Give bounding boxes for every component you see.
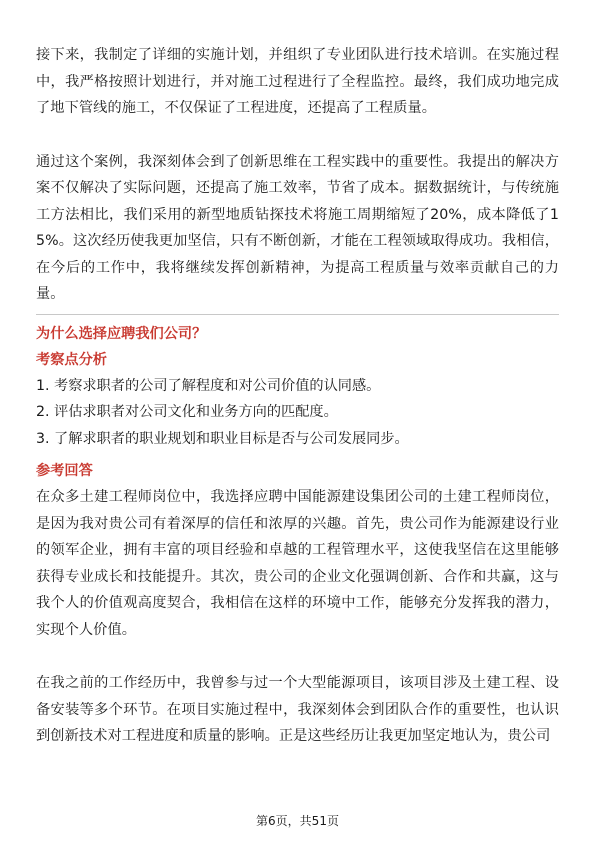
answer-paragraph: 在众多土建工程师岗位中，我选择应聘中国能源建设集团公司的土建工程师岗位，是因为我对贵公司有着深厚的信任和浓厚的兴趣。首先，贵公司作为能源建设行业的领军企业，拥有丰富的项目经验和卓越的工程管理水平，这使我坚信在这里能够获得专业成长和技能提升。其次，贵公司的企业文化强调创新、合作和共赢，这与我个人的价值观高度契合，我相信在这样的环境中工作，能够充分发挥我的潜力，实现个人价值。: [36, 489, 559, 638]
body-paragraph: 通过这个案例，我深刻体会到了创新思维在工程实践中的重要性。我提出的解决方案不仅解决了实际问题，还提高了施工效率，节省了成本。据数据统计，与传统施工方法相比，我们采用的新型地质钻探技术将施工周期缩短了20%，成本降低了15%。这次经历使我更加坚信，只有不断创新，才能在工程领域取得成功。我相信，在今后的工作中，我将继续发挥创新精神，为提高工程质量与效率贡献自己的力量。: [36, 153, 559, 302]
list-item: 1. 考察求职者的公司了解程度和对公司价值的认同感。: [36, 377, 381, 394]
analysis-heading: 考察点分析: [36, 351, 107, 368]
document-page: [36, 42, 559, 750]
list-item: 2. 评估求职者对公司文化和业务方向的匹配度。: [36, 404, 338, 420]
answer-heading: 参考回答: [36, 463, 93, 479]
page-number: 第6页，共51页: [256, 814, 339, 828]
body-paragraph: 接下来，我制定了详细的实施计划，并组织了专业团队进行技术培训。在实施过程中，我严格按照计划进行，并对施工过程进行了全程监控。最终，我们成功地完成了地下管线的施工，不仅保证了工程进度，还提高了工程质量。: [36, 47, 559, 116]
question-title: 为什么选择应聘我们公司？: [36, 325, 207, 342]
list-item: 3. 了解求职者的职业规划和职业目标是否与公司发展同步。: [36, 430, 409, 447]
section-divider: [36, 314, 559, 315]
answer-paragraph: 在我之前的工作经历中，我曾参与过一个大型能源项目，该项目涉及土建工程、设备安装等多个环节。在项目实施过程中，我深刻体会到团队合作的重要性，也认识到创新技术对工程进度和质量的影响。正是这些经历让我更加坚定地认为，贵公司: [36, 675, 559, 744]
analysis-list: [36, 373, 559, 453]
